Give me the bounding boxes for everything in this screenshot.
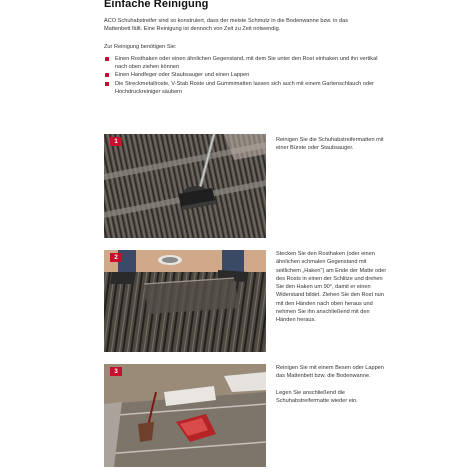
step-3-photo <box>104 364 266 467</box>
lift-grate-image <box>104 250 266 352</box>
step-2-photo <box>104 250 266 352</box>
list-item <box>104 55 379 71</box>
list-item-text: Einen Handfeger oder Staubsauger und einen Lappen <box>115 72 250 79</box>
step-2-description <box>276 250 388 333</box>
step-paragraph: Reinigen Sie mit einem Besen oder Lappen das Mattenbett bzw. die Bodenwanne. <box>276 365 384 380</box>
bullet-square-icon <box>105 73 109 77</box>
step-3-description <box>276 364 388 413</box>
list-item-text: Die Streckmetallroste, V-Stab Roste und Gummimatten lassen sich auch mit einem Gartenschlauch oder Hochdruckreiniger säubern <box>115 80 374 95</box>
requirements-list <box>104 55 379 96</box>
bullet-square-icon <box>105 82 109 86</box>
list-item <box>104 80 379 96</box>
bullet-square-icon <box>105 57 109 61</box>
sweep-mat-bed-image <box>104 364 266 467</box>
step-number-badge: 3 <box>110 367 122 376</box>
list-item-text: Einen Rosthaken oder einen ähnlichen Gegenstand, mit dem Sie unter den Rost einhaken und ihn vertikal nach oben ziehen können <box>115 56 378 71</box>
step-1-photo <box>104 134 266 238</box>
mat-vacuum-image <box>104 134 266 238</box>
step-1-description <box>276 136 388 161</box>
step-paragraph: Reinigen Sie die Schuhabstreifermatten mit einer Bürste oder Staubsauger. <box>276 137 384 152</box>
step-paragraph: Stecken Sie den Rosthaken (oder einen ähnlichen schmalen Gegenstand mit seitlichem „Haken") am Ende der Matte oder des Rosts in einen der Schlitze und drehen Sie den Haken um 90°, damit er einen Widerstand bildet. Ziehen Sie den Rost nun mit den Händen nach oben heraus und nehmen Sie ihn anschließend mit den Händen heraus. <box>276 251 387 324</box>
step-number-badge: 1 <box>110 137 122 146</box>
step-number-badge: 2 <box>110 253 122 262</box>
list-item <box>104 71 379 79</box>
requirements-label: Zur Reinigung benötigen Sie: <box>104 44 177 50</box>
step-paragraph: Legen Sie anschließend die Schuhabstreifermatte wieder ein. <box>276 389 358 404</box>
intro-text: ACO Schuhabstreifer sind so konstruiert, dass der meiste Schmutz in die Bodenwanne bzw. in das Mattenbett fällt. Eine Reinigung ist dennoch von Zeit zu Zeit notwendig. <box>104 18 349 33</box>
page-title: Einfache Reinigung <box>104 0 209 10</box>
